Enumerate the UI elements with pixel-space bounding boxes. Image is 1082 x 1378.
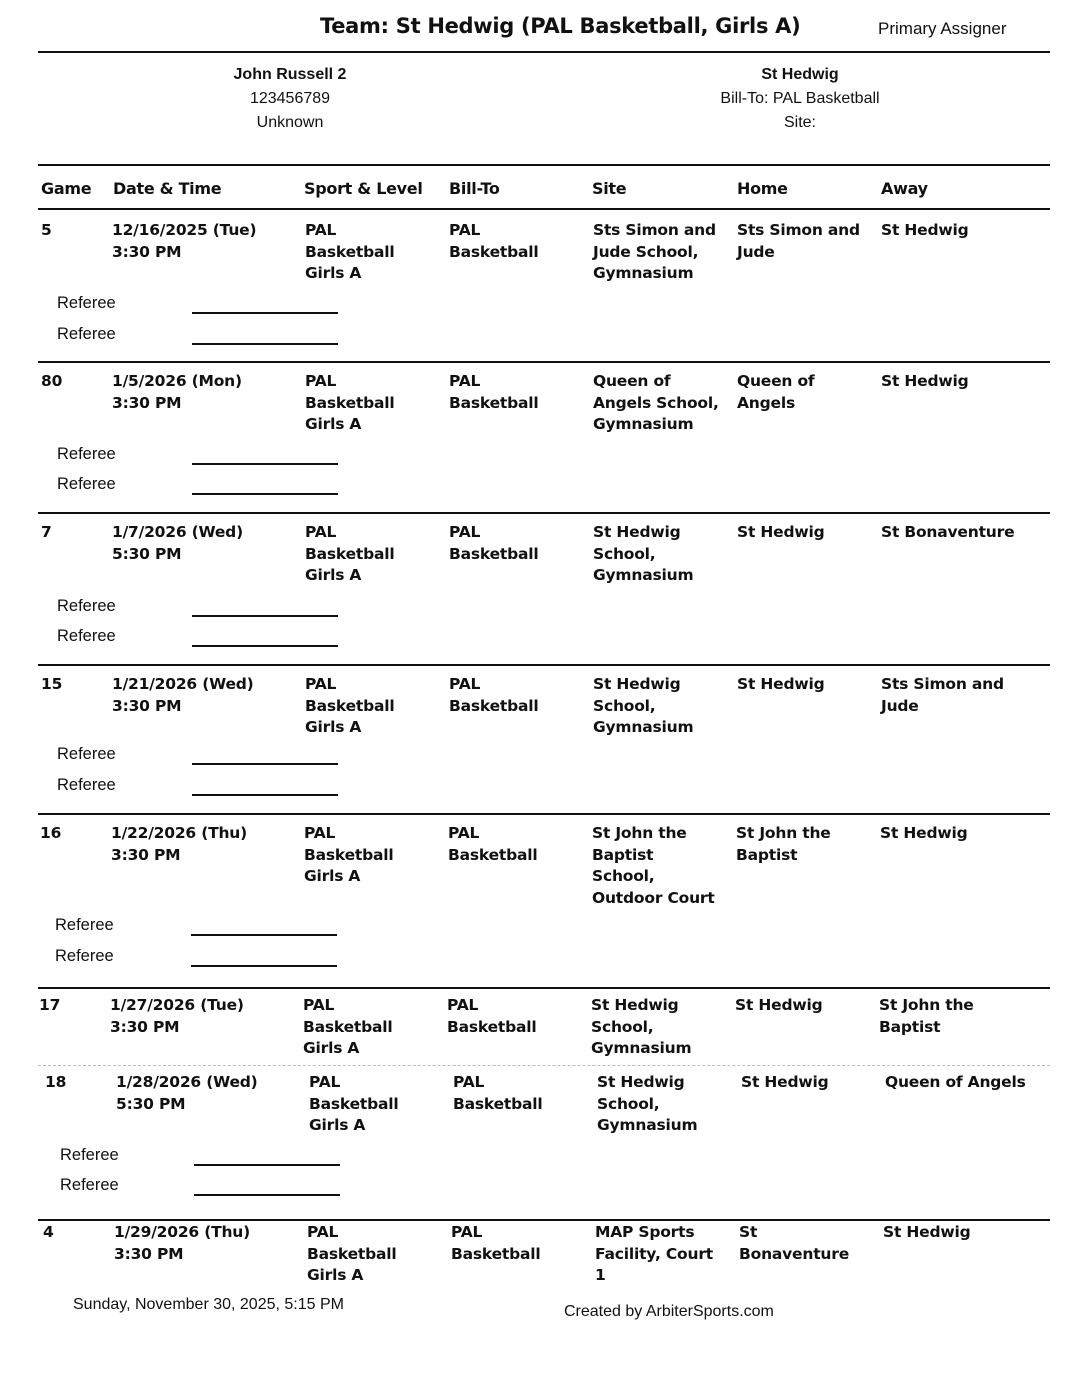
cell-line: Girls A xyxy=(303,1039,360,1057)
cell-line: Gymnasium xyxy=(593,566,694,584)
game-date: 1/22/2026 (Thu) xyxy=(111,824,248,842)
game-time: 3:30 PM xyxy=(110,1017,180,1036)
cell-line: PAL xyxy=(309,1073,341,1091)
cell-line: St Hedwig xyxy=(735,996,823,1014)
referee-signature-line[interactable] xyxy=(192,463,338,465)
cell-line: Jude xyxy=(737,242,775,261)
game-cell-sport xyxy=(309,1072,399,1137)
column-header-game: Game xyxy=(41,179,92,198)
game-time: 3:30 PM xyxy=(112,696,182,715)
game-cell-away xyxy=(880,823,967,845)
game-cell-game: 18 xyxy=(45,1073,67,1091)
cell-line: Queen of xyxy=(737,372,815,390)
referee-label: Referee xyxy=(57,325,116,343)
referee-signature-line[interactable] xyxy=(192,312,338,314)
referee-signature-line[interactable] xyxy=(194,1194,340,1196)
game-cell-date xyxy=(116,1072,258,1115)
cell-line: PAL xyxy=(448,824,480,842)
game-cell-date xyxy=(112,522,243,565)
game-cell-sport xyxy=(304,823,394,888)
referee-signature-line[interactable] xyxy=(192,763,338,765)
cell-line: Gymnasium xyxy=(593,415,694,433)
cell-line: PAL xyxy=(305,675,337,693)
column-header-bill-to: Bill-To xyxy=(449,179,500,198)
game-cell-sport xyxy=(305,371,395,436)
cell-line: St Hedwig xyxy=(741,1073,829,1091)
row-divider xyxy=(38,813,1050,815)
game-time: 3:30 PM xyxy=(112,393,182,412)
cell-line: Basketball xyxy=(451,1244,541,1263)
cell-line: Jude School, xyxy=(593,242,699,261)
game-cell-date xyxy=(112,371,242,414)
game-cell-site xyxy=(592,823,715,909)
referee-signature-line[interactable] xyxy=(192,615,338,617)
game-cell-bill-to xyxy=(449,522,539,565)
game-cell-date xyxy=(110,995,244,1038)
cell-line: Facility, Court xyxy=(595,1244,713,1263)
cell-line: PAL xyxy=(305,221,337,239)
cell-line: St John the xyxy=(592,824,687,842)
game-cell-site xyxy=(593,371,719,436)
cell-line: Sts Simon and xyxy=(881,675,1004,693)
referee-signature-line[interactable] xyxy=(191,965,337,967)
cell-line: St Hedwig xyxy=(737,523,825,541)
game-date: 1/28/2026 (Wed) xyxy=(116,1073,258,1091)
cell-line: St Hedwig xyxy=(881,221,969,239)
referee-signature-line[interactable] xyxy=(192,343,338,345)
cell-line: Girls A xyxy=(305,566,362,584)
referee-signature-line[interactable] xyxy=(194,1164,340,1166)
game-cell-away xyxy=(879,995,974,1038)
cell-line: School, xyxy=(591,1017,654,1036)
cell-line: Angels xyxy=(737,393,795,412)
game-cell-date xyxy=(111,823,247,866)
cell-line: Basketball xyxy=(305,696,395,715)
referee-label: Referee xyxy=(60,1146,119,1164)
cell-line: Basketball xyxy=(305,242,395,261)
game-cell-bill-to xyxy=(451,1222,541,1265)
divider xyxy=(38,208,1050,210)
created-by: Created by ArbiterSports.com xyxy=(564,1303,774,1320)
cell-line: PAL xyxy=(305,523,337,541)
cell-line: Basketball xyxy=(449,242,539,261)
row-divider xyxy=(38,361,1050,363)
page-break-line xyxy=(38,1065,1050,1066)
cell-line: Basketball xyxy=(305,393,395,412)
team-site: Site: xyxy=(783,114,816,131)
referee-label: Referee xyxy=(57,776,116,794)
game-cell-sport xyxy=(305,522,395,587)
cell-line: Angels School, xyxy=(593,393,719,412)
cell-line: Gymnasium xyxy=(597,1116,698,1134)
cell-line: 1 xyxy=(595,1266,606,1284)
cell-line: Girls A xyxy=(309,1116,366,1134)
game-cell-site xyxy=(593,522,693,587)
official-id: 123456789 xyxy=(249,90,331,107)
cell-line: St Hedwig xyxy=(883,1223,971,1241)
cell-line: Gymnasium xyxy=(593,718,694,736)
game-cell-date xyxy=(112,220,256,263)
cell-line: Sts Simon and xyxy=(593,221,716,239)
referee-signature-line[interactable] xyxy=(192,645,338,647)
referee-signature-line[interactable] xyxy=(192,493,338,495)
cell-line: Gymnasium xyxy=(593,264,694,282)
referee-label: Referee xyxy=(57,627,116,645)
cell-line: Basketball xyxy=(448,845,538,864)
referee-label: Referee xyxy=(57,745,116,763)
game-cell-bill-to xyxy=(453,1072,543,1115)
cell-line: St Hedwig xyxy=(591,996,679,1014)
game-cell-home xyxy=(736,823,831,866)
game-cell-bill-to xyxy=(448,823,538,866)
cell-line: St Hedwig xyxy=(593,523,681,541)
cell-line: PAL xyxy=(303,996,335,1014)
game-cell-bill-to xyxy=(449,674,539,717)
cell-line: St John the xyxy=(736,824,831,842)
referee-label: Referee xyxy=(55,947,114,965)
cell-line: St xyxy=(739,1223,758,1241)
cell-line: Girls A xyxy=(305,415,362,433)
cell-line: St Bonaventure xyxy=(881,523,1015,541)
cell-line: School, xyxy=(593,696,656,715)
game-cell-home xyxy=(737,674,824,696)
game-time: 3:30 PM xyxy=(114,1244,184,1263)
game-cell-sport xyxy=(305,220,395,285)
game-cell-sport xyxy=(303,995,393,1060)
row-divider xyxy=(38,987,1050,989)
row-divider xyxy=(38,512,1050,514)
game-cell-site xyxy=(597,1072,697,1137)
game-cell-away xyxy=(881,674,1004,717)
cell-line: Basketball xyxy=(449,544,539,563)
cell-line: PAL xyxy=(453,1073,485,1091)
game-cell-away xyxy=(881,371,968,393)
cell-line: Baptist xyxy=(592,845,654,864)
cell-line: Jude xyxy=(881,696,919,715)
cell-line: MAP Sports xyxy=(595,1223,695,1241)
game-date: 1/5/2026 (Mon) xyxy=(112,372,242,390)
game-cell-home xyxy=(737,220,860,263)
cell-line: Girls A xyxy=(307,1266,364,1284)
referee-label: Referee xyxy=(57,294,116,312)
referee-signature-line[interactable] xyxy=(191,934,337,936)
cell-line: St Hedwig xyxy=(593,675,681,693)
official-name: John Russell 2 xyxy=(233,66,347,83)
cell-line: Outdoor Court xyxy=(592,888,715,907)
game-cell-away xyxy=(881,522,1014,544)
cell-line: Gymnasium xyxy=(591,1039,692,1057)
game-cell-site xyxy=(593,674,693,739)
cell-line: School, xyxy=(592,867,655,885)
cell-line: PAL xyxy=(451,1223,483,1241)
cell-line: St Hedwig xyxy=(597,1073,685,1091)
cell-line: PAL xyxy=(449,221,481,239)
team-info xyxy=(680,63,920,135)
game-date: 1/7/2026 (Wed) xyxy=(112,523,243,541)
game-date: 1/27/2026 (Tue) xyxy=(110,996,244,1014)
team-name: St Hedwig xyxy=(761,66,839,83)
cell-line: Bonaventure xyxy=(739,1244,850,1263)
game-cell-sport xyxy=(307,1222,397,1287)
assigner-role: Primary Assigner xyxy=(878,19,1007,38)
game-time: 3:30 PM xyxy=(111,845,181,864)
game-date: 1/21/2026 (Wed) xyxy=(112,675,254,693)
cell-line: Basketball xyxy=(303,1017,393,1036)
cell-line: Basketball xyxy=(447,1017,537,1036)
game-cell-sport xyxy=(305,674,395,739)
divider xyxy=(38,164,1050,166)
referee-label: Referee xyxy=(60,1176,119,1194)
cell-line: PAL xyxy=(447,996,479,1014)
cell-line: PAL xyxy=(307,1223,339,1241)
cell-line: Basketball xyxy=(449,696,539,715)
game-date: 1/29/2026 (Thu) xyxy=(114,1223,251,1241)
game-cell-game: 4 xyxy=(43,1223,54,1241)
cell-line: Girls A xyxy=(305,264,362,282)
referee-signature-line[interactable] xyxy=(192,794,338,796)
game-cell-home xyxy=(737,371,814,414)
cell-line: Queen of xyxy=(593,372,671,390)
print-timestamp: Sunday, November 30, 2025, 5:15 PM xyxy=(73,1296,344,1313)
referee-label: Referee xyxy=(57,597,116,615)
game-cell-bill-to xyxy=(447,995,537,1038)
game-cell-away xyxy=(881,220,968,242)
cell-line: PAL xyxy=(449,372,481,390)
game-time: 3:30 PM xyxy=(112,242,182,261)
cell-line: Basketball xyxy=(307,1244,397,1263)
column-header-date-time: Date & Time xyxy=(113,179,222,198)
page-title: Team: St Hedwig (PAL Basketball, Girls A) xyxy=(320,14,801,38)
referee-label: Referee xyxy=(55,916,114,934)
column-header-away: Away xyxy=(881,179,928,198)
game-cell-home xyxy=(735,995,822,1017)
cell-line: Basketball xyxy=(309,1094,399,1113)
game-cell-date xyxy=(112,674,254,717)
game-cell-date xyxy=(114,1222,250,1265)
game-cell-game: 80 xyxy=(41,372,63,390)
cell-line: St Hedwig xyxy=(881,372,969,390)
row-divider xyxy=(38,664,1050,666)
game-cell-site xyxy=(595,1222,713,1287)
cell-line: Girls A xyxy=(304,867,361,885)
referee-label: Referee xyxy=(57,475,116,493)
cell-line: Sts Simon and xyxy=(737,221,860,239)
cell-line: Baptist xyxy=(879,1017,941,1036)
cell-line: Basketball xyxy=(305,544,395,563)
column-header-home: Home xyxy=(737,179,788,198)
cell-line: Queen of Angels xyxy=(885,1073,1026,1091)
cell-line: Basketball xyxy=(449,393,539,412)
referee-label: Referee xyxy=(57,445,116,463)
game-cell-game: 17 xyxy=(39,996,61,1014)
cell-line: Baptist xyxy=(736,845,798,864)
cell-line: St John the xyxy=(879,996,974,1014)
cell-line: Basketball xyxy=(453,1094,543,1113)
cell-line: School, xyxy=(597,1094,660,1113)
game-cell-home xyxy=(741,1072,828,1094)
game-time: 5:30 PM xyxy=(112,544,182,563)
game-cell-site xyxy=(593,220,716,285)
official-info xyxy=(190,63,390,135)
cell-line: Girls A xyxy=(305,718,362,736)
cell-line: St Hedwig xyxy=(737,675,825,693)
divider xyxy=(38,51,1050,53)
cell-line: PAL xyxy=(304,824,336,842)
cell-line: PAL xyxy=(305,372,337,390)
column-header-sport-level: Sport & Level xyxy=(304,179,423,198)
game-time: 5:30 PM xyxy=(116,1094,186,1113)
game-cell-site xyxy=(591,995,691,1060)
cell-line: PAL xyxy=(449,675,481,693)
official-status: Unknown xyxy=(256,114,324,131)
game-date: 12/16/2025 (Tue) xyxy=(112,221,257,239)
game-cell-away xyxy=(885,1072,1026,1094)
cell-line: School, xyxy=(593,544,656,563)
game-cell-home xyxy=(739,1222,849,1265)
cell-line: PAL xyxy=(449,523,481,541)
cell-line: Basketball xyxy=(304,845,394,864)
game-cell-bill-to xyxy=(449,371,539,414)
game-cell-game: 7 xyxy=(41,523,52,541)
game-cell-game: 5 xyxy=(41,221,52,239)
game-cell-game: 15 xyxy=(41,675,63,693)
game-cell-bill-to xyxy=(449,220,539,263)
game-cell-away xyxy=(883,1222,970,1244)
game-cell-home xyxy=(737,522,824,544)
game-cell-game: 16 xyxy=(40,824,62,842)
column-header-site: Site xyxy=(592,179,627,198)
team-bill-to: Bill-To: PAL Basketball xyxy=(720,90,880,107)
row-divider xyxy=(38,1219,1050,1221)
cell-line: St Hedwig xyxy=(880,824,968,842)
